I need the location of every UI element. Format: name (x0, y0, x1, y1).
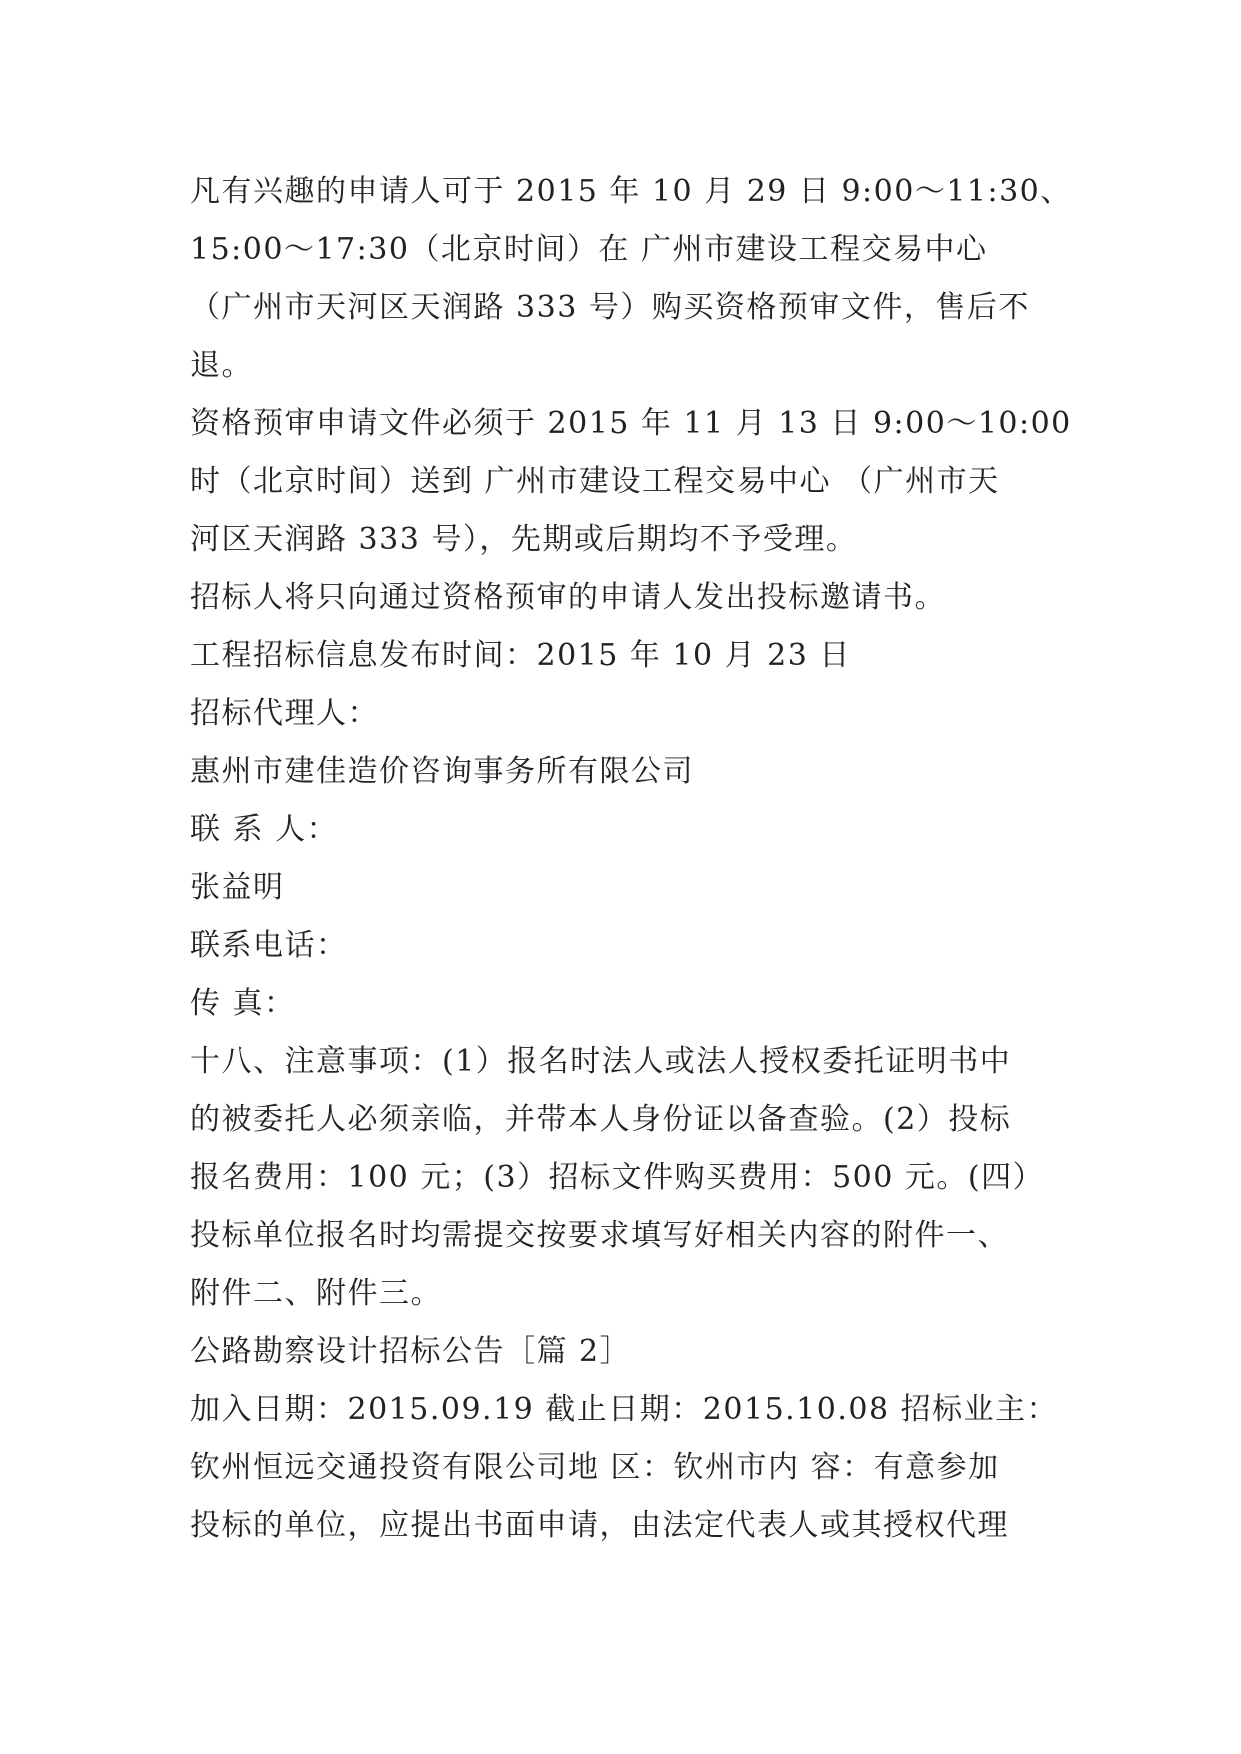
text-line: 凡有兴趣的申请人可于 2015 年 10 月 29 日 9:00～11:30、 (190, 174, 1072, 209)
section-heading: 公路勘察设计招标公告［篇 2］ (190, 1334, 632, 1369)
text-line: 联系电话： (190, 928, 348, 963)
text-line: 报名费用：100 元；(3）招标文件购买费用：500 元。(四） (190, 1160, 1045, 1195)
text-line: 河区天润路 333 号），先期或后期均不予受理。 (190, 522, 858, 557)
text-line: 投标单位报名时均需提交按要求填写好相关内容的附件一、 (190, 1218, 1009, 1253)
text-line: 张益明 (190, 870, 285, 905)
text-line: 附件二、附件三。 (190, 1276, 442, 1311)
text-line: 的被委托人必须亲临，并带本人身份证以备查验。(2）投标 (190, 1102, 1012, 1137)
text-line: 惠州市建佳造价咨询事务所有限公司 (190, 754, 694, 789)
text-line: 联 系 人： (190, 812, 339, 847)
document-body (190, 163, 1072, 1555)
text-line: 退。 (190, 348, 253, 383)
text-line: 传 真： (190, 986, 296, 1021)
text-line: 钦州恒远交通投资有限公司地 区：钦州市内 容：有意参加 (190, 1450, 1000, 1485)
text-line: 资格预审申请文件必须于 2015 年 11 月 13 日 9:00～10:00 (190, 406, 1072, 441)
text-line: 时（北京时间）送到 广州市建设工程交易中心 （广州市天 (190, 464, 1000, 499)
text-line: 15:00～17:30（北京时间）在 广州市建设工程交易中心 (190, 232, 988, 267)
text-line: 十八、注意事项：(1）报名时法人或法人授权委托证明书中 (190, 1044, 1012, 1079)
text-line: 投标的单位，应提出书面申请，由法定代表人或其授权代理 (190, 1508, 1009, 1543)
text-line: 工程招标信息发布时间：2015 年 10 月 23 日 (190, 638, 851, 673)
text-line: 招标代理人： (190, 696, 379, 731)
text-line: 加入日期：2015.09.19 截止日期：2015.10.08 招标业主： (190, 1392, 1059, 1427)
text-line: 招标人将只向通过资格预审的申请人发出投标邀请书。 (190, 580, 946, 615)
text-line: （广州市天河区天润路 333 号）购买资格预审文件，售后不 (190, 290, 1030, 325)
